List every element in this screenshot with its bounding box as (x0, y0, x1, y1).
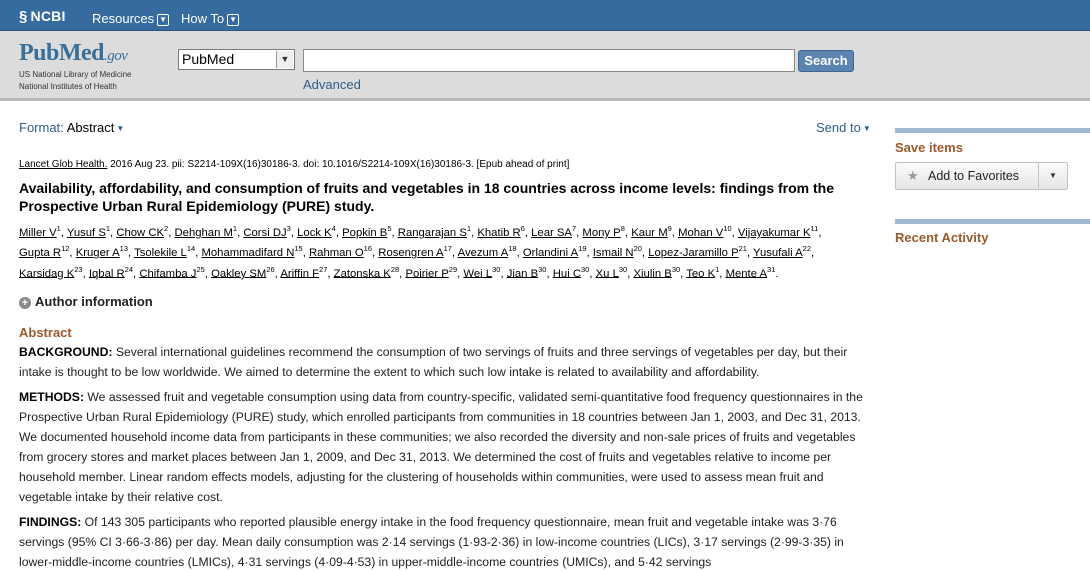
nih-line: National Institutes of Health (19, 82, 117, 91)
affiliation-number: 4 (331, 224, 336, 233)
affiliation-number: 30 (492, 264, 501, 274)
pubmed-logo[interactable]: PubMed.gov US National Library of Medicine National Institutes of Health (19, 40, 132, 91)
affiliation-number: 20 (633, 244, 642, 254)
author-link[interactable]: Xiulin B (633, 267, 672, 280)
author-link[interactable]: Rosengren A (378, 247, 444, 260)
affiliation-number: 13 (119, 244, 129, 254)
author-list: Miller $V^1$, Yusuf $S^1$, Chow $CK^2$, Dehghan $M^1$, Corsi $DJ^3$, Lock $K^4$, Popkin $B^5$, Rangarajan $S^1$, Khatib $R^6$, Lear $SA^7$, Mony $P^8$, Kaur $M^9$, Mohan $V^{10}$, Vijayakumar $K^{11}$, Gupta $R^{12}$, Kruger $A^{13}$, Tsolekile $L^{14}$, Mohammadifard $N^{15}$, Rahman $O^{16}$, Rosengren $A^{17}$, Avezum $A^{18}$, Orlandini $A^{19}$, Ismail $N^{20}$, Lopez-Jaramillo $P^{21}$, Yusufali $A^{22}$, Karsidag $K^{23}$, Iqbal $R^{24}$, Chifamba $J^{25}$, Oakley SM$^{26}$, Ariffin $F^{27}$, Zatonska $K^{28}$, Poirier $P^{29}$, Wei $L^{30}$, Jian $B^{30}$, Hui $C^{30}$, Xu $L^{30}$, Xiulin $B^{30}$, Teo $K^1$, Mente $A^{31}$. (19, 224, 822, 280)
author-link[interactable]: Yusuf S (66, 226, 106, 239)
author-link[interactable]: Gupta R (19, 247, 62, 260)
affiliation-number: 1 (105, 224, 111, 233)
author-link[interactable]: Iqbal R (88, 267, 125, 280)
caret-down-icon: ▼ (862, 124, 871, 133)
author-link[interactable]: Zatonska K (333, 267, 391, 280)
author-link[interactable]: Teo K (686, 267, 716, 280)
chevron-down-icon: ▼ (276, 51, 293, 68)
author-link[interactable]: Ismail N (592, 247, 634, 260)
chevron-down-icon: ▼ (227, 14, 239, 26)
author-link[interactable]: Oakley SM (211, 267, 267, 280)
author-link[interactable]: Rangarajan S (397, 226, 467, 239)
author-link[interactable]: Yusufali A (753, 247, 803, 260)
affiliation-number: 11 (810, 224, 819, 233)
save-items-heading: Save items (895, 140, 963, 155)
author-link[interactable]: Hui C (552, 267, 581, 280)
affiliation-number: 19 (578, 244, 587, 254)
affiliation-number: 1 (232, 224, 238, 233)
affiliation-number: 30 (671, 264, 681, 274)
nlm-line: US National Library of Medicine (19, 70, 132, 79)
affiliation-number: 28 (390, 264, 400, 274)
abstract-heading: Abstract (19, 325, 72, 340)
affiliation-number: 26 (266, 264, 275, 274)
affiliation-number: 3 (286, 224, 291, 233)
affiliation-number: 16 (363, 244, 372, 254)
author-link[interactable]: Chifamba J (139, 267, 197, 280)
affiliation-number: 31 (767, 264, 776, 274)
author-link[interactable]: Xu L (595, 267, 619, 280)
affiliation-number: 24 (124, 264, 134, 274)
abstract-methods: METHODS: We assessed fruit and vegetable consumption using data from country-specific, validated semi-quantitative food frequency questionnaires in the Prospective Urban Rural Epidemiology (PURE) study, which enrolled participants from communities in 18 countries between Jan 1, 2003, and Dec 31, 2013. We documented household income data from participants in these communities; we also recorded the diversity and non-sale prices of fruits and vegetables from grocery stores and market places between Jan 1, 2009, and Dec 31, 2013. We determined the cost of fruits and vegetables relative to income per household member. Linear random effects models, adjusting for the clustering of households within communities, were used to assess mean fruit and vegetable intake by their relative cost. (19, 390, 863, 504)
affiliation-number: 15 (294, 244, 303, 254)
abstract-findings: FINDINGS: Of 143 305 participants who reported plausible energy intake in the food frequency questionnaire, mean fruit and vegetable intake was 3·76 servings (95% CI 3·66-3·86) per day. Mean daily consumption was 2·14 servings (1·93-2·36) in low-income countries (LICs), 3·17 servings (2·99-3·35) in lower-middle-income countries (LMICs), 4·31 servings (4·09-4·53) in upper-middle-income countries (UMICs), and 5·42 servings (19, 515, 844, 569)
author-link[interactable]: Corsi DJ (243, 226, 287, 239)
author-link[interactable]: Lopez-Jaramillo P (648, 247, 739, 260)
resources-menu[interactable]: Resources ▼ (92, 11, 169, 26)
author-link[interactable]: Chow CK (116, 226, 165, 239)
affiliation-number: 9 (667, 224, 672, 233)
article-title: Availability, affordability, and consumption of fruits and vegetables in 18 countries across income levels: findings from the Prospective Urban Rural Epidemiology (PURE) study. (19, 180, 835, 214)
affiliation-number: 30 (581, 264, 590, 274)
abstract-background: BACKGROUND: Several international guidelines recommend the consumption of two servings of fruits and three servings of vegetables per day, but their intake is thought to be low worldwide. We aimed to determine the extent to which such low intake is related to availability and affordability. (19, 345, 848, 379)
affiliation-number: 30 (538, 264, 547, 274)
author-link[interactable]: Lear SA (531, 226, 572, 239)
divider (895, 128, 1090, 133)
affiliation-number: 1 (715, 264, 720, 274)
affiliation-number: 2 (164, 224, 169, 233)
author-link[interactable]: Lock K (297, 226, 332, 239)
affiliation-number: 21 (738, 244, 747, 254)
author-link[interactable]: Kruger A (75, 247, 120, 260)
author-link[interactable]: Wei L (463, 267, 493, 280)
journal-link[interactable]: Lancet Glob Health. (19, 159, 108, 170)
affiliation-number: 8 (620, 224, 625, 233)
chevron-down-icon[interactable]: ▼ (1038, 163, 1067, 189)
database-select[interactable]: PubMed ▼ (178, 49, 295, 70)
author-link[interactable]: Poirier P (405, 267, 449, 280)
affiliation-number: 23 (74, 264, 83, 274)
format-selector[interactable]: Format: Abstract ▼ (19, 120, 125, 135)
author-link[interactable]: Kaur M (631, 226, 668, 239)
author-link[interactable]: Khatib R (477, 226, 521, 239)
caret-down-icon: ▼ (116, 124, 125, 133)
affiliation-number: 7 (571, 224, 577, 233)
abstract-body (19, 342, 864, 571)
affiliation-number: 29 (448, 264, 458, 274)
affiliation-number: 1 (466, 224, 472, 233)
author-link[interactable]: Dehghan M (174, 226, 233, 239)
author-link[interactable]: Mony P (582, 226, 621, 239)
affiliation-number: 22 (802, 244, 812, 254)
author-link[interactable]: Mohan V (678, 226, 724, 239)
author-link[interactable]: Mente A (725, 267, 768, 280)
author-information-toggle[interactable]: + Author information (19, 294, 153, 309)
chevron-down-icon: ▼ (157, 14, 169, 26)
ncbi-top-bar (0, 0, 1090, 31)
author-link[interactable]: Ariffin F (280, 267, 320, 280)
divider (895, 219, 1090, 224)
star-icon: ★ (907, 168, 919, 183)
expand-plus-icon: + (19, 297, 31, 309)
affiliation-number: 27 (319, 264, 328, 274)
affiliation-number: 10 (723, 224, 732, 233)
author-link[interactable]: Karsidag K (19, 267, 75, 280)
affiliation-number: 25 (196, 264, 205, 274)
author-link[interactable]: Rahman O (309, 247, 364, 260)
author-link[interactable]: Popkin B (342, 226, 388, 239)
author-link[interactable]: Tsolekile L (134, 247, 187, 260)
howto-menu[interactable]: How To ▼ (181, 11, 239, 26)
author-link[interactable]: Vijayakumar K (737, 226, 811, 239)
affiliation-number: 1 (56, 224, 61, 233)
send-to-menu[interactable]: Send to ▼ (816, 120, 871, 135)
affiliation-number: 12 (61, 244, 70, 254)
citation: Lancet Glob Health. 2016 Aug 23. pii: S2214-109X(16)30186-3. doi: 10.1016/S2214-109X(16)30186-3. [Epub ahead of print] (19, 159, 570, 170)
search-input[interactable] (303, 49, 795, 72)
ncbi-helix-icon: § (19, 8, 28, 25)
affiliation-number: 30 (618, 264, 628, 274)
search-header (0, 31, 1090, 101)
author-link[interactable]: Mohammadifard N (201, 247, 295, 260)
author-link[interactable]: Jian B (506, 267, 539, 280)
search-button[interactable]: Search (798, 50, 854, 72)
affiliation-number: 14 (186, 244, 196, 254)
recent-activity-heading: Recent Activity (895, 230, 989, 245)
affiliation-number: 17 (443, 244, 452, 254)
affiliation-number: 5 (387, 224, 392, 233)
author-link[interactable]: Avezum A (457, 247, 509, 260)
add-to-favorites-button[interactable]: ★ Add to Favorites ▼ (895, 162, 1068, 190)
advanced-search-link[interactable]: Advanced (303, 77, 361, 92)
author-link[interactable]: Orlandini A (522, 247, 579, 260)
author-link[interactable]: Miller V (19, 226, 57, 239)
affiliation-number: 18 (508, 244, 517, 254)
ncbi-logo[interactable]: § NCBI (19, 8, 66, 25)
affiliation-number: 6 (520, 224, 525, 233)
